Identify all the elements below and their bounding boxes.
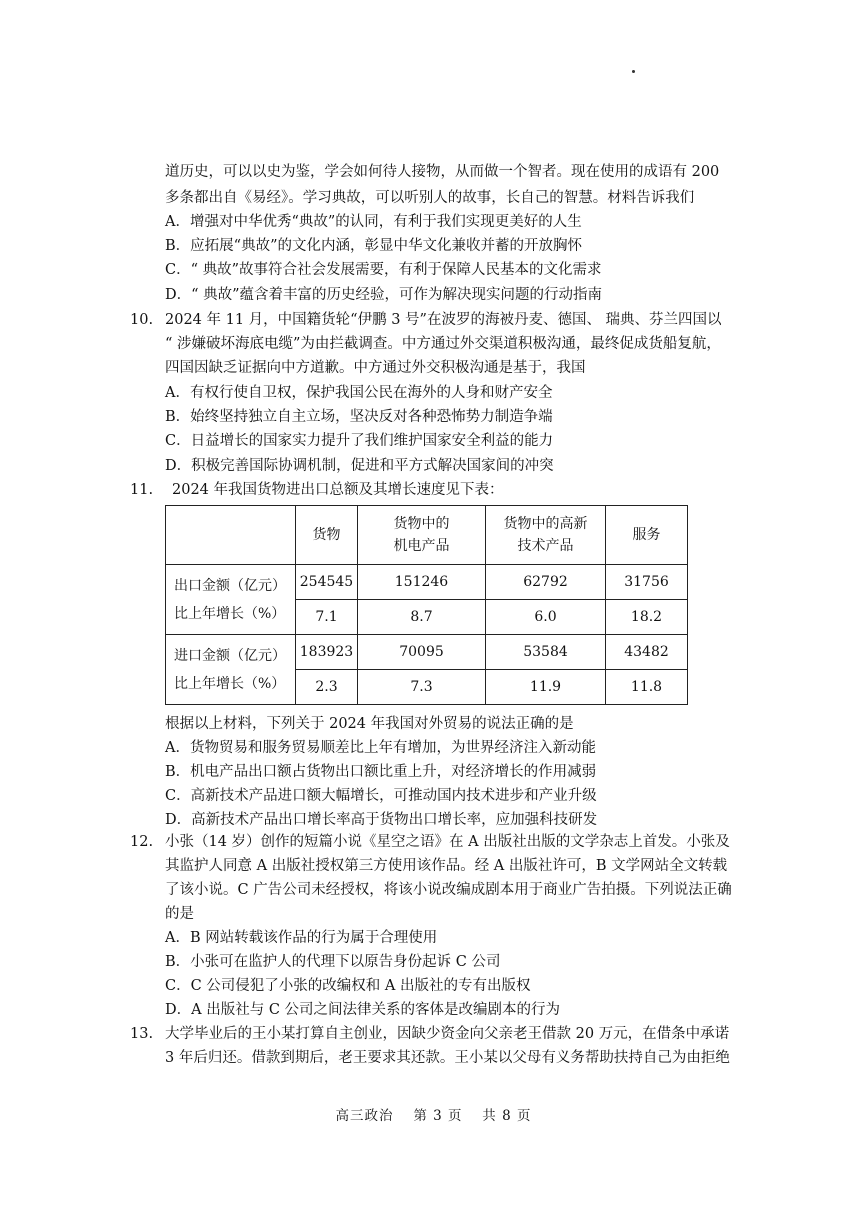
header-hightech: 货物中的高新 技术产品 xyxy=(486,506,606,565)
q12-text-line-3: 了该小说。C 广告公司未经授权，将该小说改编成剧本用于商业广告拍摄。下列说法正确 xyxy=(165,882,732,898)
q12-option-c: C．C 公司侵犯了小张的改编权和 A 出版社的专有出版权 xyxy=(165,978,531,994)
import-label-cell: 进口金额（亿元） 比上年增长（%） xyxy=(166,635,296,705)
import-amount-mech: 70095 xyxy=(358,635,486,670)
table-row xyxy=(166,565,688,600)
q9-text-line-2: 多条都出自《易经》。学习典故，可以听别人的故事，长自己的智慧。材料告诉我们 xyxy=(165,190,695,206)
trade-table xyxy=(165,505,688,705)
q12-text-line-2: 其监护人同意 A 出版社授权第三方使用该作品。经 A 出版社许可，B 文学网站全文转载 xyxy=(165,858,728,874)
q12-option-a: A．B 网站转载该作品的行为属于合理使用 xyxy=(165,930,438,946)
table-header-row xyxy=(166,506,688,565)
q12-number: 12. xyxy=(130,834,154,850)
q9-option-b: B．应拓展“典故”的文化内涵，彰显中华文化兼收并蓄的开放胸怀 xyxy=(165,238,582,254)
export-growth-hightech: 6.0 xyxy=(486,600,606,635)
q11-text-line-1: 2024 年我国货物进出口总额及其增长速度见下表： xyxy=(172,482,504,498)
export-amount-services: 31756 xyxy=(606,565,688,600)
q12-text-line-1: 小张（14 岁）创作的短篇小说《星空之语》在 A 出版社出版的文学杂志上首发。小张及 xyxy=(165,834,730,850)
q11-option-d: D．高新技术产品出口增长率高于货物出口增长率，应加强科技研发 xyxy=(165,812,598,828)
q10-text-line-1: 2024 年 11 月，中国籍货轮“伊鹏 3 号”在波罗的海被丹麦、德国、 瑞典、芬兰四国以 xyxy=(165,312,722,328)
export-amount-goods: 254545 xyxy=(296,565,358,600)
import-growth-goods: 2.3 xyxy=(296,670,358,705)
import-growth-mech: 7.3 xyxy=(358,670,486,705)
q10-option-c: C．日益增长的国家实力提升了我们维护国家安全利益的能力 xyxy=(165,433,554,449)
q12-option-d: D．A 出版社与 C 公司之间法律关系的客体是改编剧本的行为 xyxy=(165,1002,561,1018)
import-growth-hightech: 11.9 xyxy=(486,670,606,705)
q9-option-c: C．“ 典故”故事符合社会发展需要，有利于保障人民基本的文化需求 xyxy=(165,262,602,278)
import-amount-services: 43482 xyxy=(606,635,688,670)
q13-text-line-2: 3 年后归还。借款到期后，老王要求其还款。王小某以父母有义务帮助扶持自己为由拒绝 xyxy=(165,1050,730,1066)
export-growth-mech: 8.7 xyxy=(358,600,486,635)
q9-option-a: A．增强对中华优秀“典故”的认同，有利于我们实现更美好的人生 xyxy=(165,214,582,230)
q11-option-b: B．机电产品出口额占货物出口额比重上升，对经济增长的作用减弱 xyxy=(165,764,597,780)
q10-text-line-3: 四国因缺乏证据向中方道歉。中方通过外交积极沟通是基于，我国 xyxy=(165,360,586,376)
q12-option-b: B．小张可在监护人的代理下以原告身份起诉 C 公司 xyxy=(165,954,501,970)
q9-text-line-1: 道历史，可以以史为鉴，学会如何待人接物，从而做一个智者。现在使用的成语有 200 xyxy=(165,164,720,180)
import-amount-hightech: 53584 xyxy=(486,635,606,670)
import-amount-goods: 183923 xyxy=(296,635,358,670)
table-corner-cell xyxy=(166,506,296,565)
export-amount-hightech: 62792 xyxy=(486,565,606,600)
header-goods: 货物 xyxy=(296,506,358,565)
q10-text-line-2: “ 涉嫌破坏海底电缆”为由拦截调查。中方通过外交渠道积极沟通，最终促成货船复航， xyxy=(165,336,721,352)
header-services: 服务 xyxy=(606,506,688,565)
export-amount-mech: 151246 xyxy=(358,565,486,600)
page-footer: 高三政治 第 3 页 共 8 页 xyxy=(335,1108,532,1124)
export-growth-services: 18.2 xyxy=(606,600,688,635)
header-mech-elec: 货物中的 机电产品 xyxy=(358,506,486,565)
q9-option-d: D．“ 典故”蕴含着丰富的历史经验，可作为解决现实问题的行动指南 xyxy=(165,287,603,303)
q10-option-b: B．始终坚持独立自主立场，坚决反对各种恐怖势力制造争端 xyxy=(165,409,553,425)
q11-option-c: C．高新技术产品进口额大幅增长，可推动国内技术进步和产业升级 xyxy=(165,788,597,804)
q11-after-table: 根据以上材料，下列关于 2024 年我国对外贸易的说法正确的是 xyxy=(165,716,574,732)
q10-option-d: D．积极完善国际协调机制，促进和平方式解决国家间的冲突 xyxy=(165,458,554,474)
q10-option-a: A．有权行使自卫权，保护我国公民在海外的人身和财产安全 xyxy=(165,385,553,401)
import-growth-services: 11.8 xyxy=(606,670,688,705)
q12-text-line-4: 的是 xyxy=(165,906,194,922)
q10-number: 10. xyxy=(130,312,154,328)
export-label-cell: 出口金额（亿元） 比上年增长（%） xyxy=(166,565,296,635)
export-growth-goods: 7.1 xyxy=(296,600,358,635)
q11-number: 11. xyxy=(130,482,154,498)
table-row xyxy=(166,635,688,670)
q11-option-a: A．货物贸易和服务贸易顺差比上年有增加，为世界经济注入新动能 xyxy=(165,740,596,756)
scan-dot xyxy=(632,70,635,73)
q13-text-line-1: 大学毕业后的王小某打算自主创业，因缺少资金向父亲老王借款 20 万元，在借条中承诺 xyxy=(165,1026,730,1042)
q13-number: 13. xyxy=(130,1026,154,1042)
